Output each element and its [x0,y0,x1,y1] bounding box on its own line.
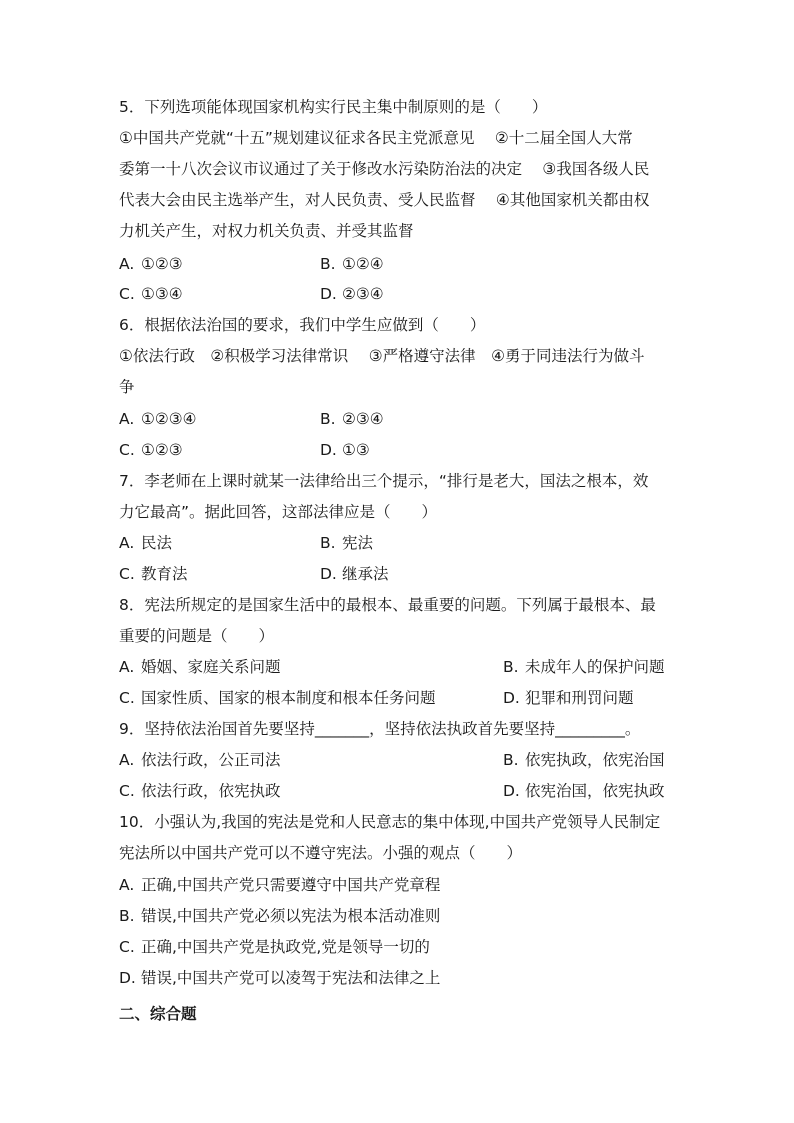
q10-option-c: C. 正确,中国共产党是执政党,党是领导一切的 [119,938,430,956]
q5-line-1: ①中国共产党就“十五”规划建议征求各民主党派意见 ②十二届全国人大常 [119,129,633,147]
q8-line-1: 8．宪法所规定的是国家生活中的最根本、最重要的问题。下列属于最根本、最 [119,596,656,614]
q7-option-a: A. 民法 [119,534,173,552]
q8-option-c: C. 国家性质、国家的根本制度和根本任务问题 [119,689,436,707]
q6-line-1: ①依法行政 ②积极学习法律常识 ③严格遵守法律 ④勇于同违法行为做斗 [119,347,645,365]
q9-stem: 9．坚持依法治国首先要坚持_______，坚持依法执政首先要坚持_________。 [119,720,641,738]
q8-option-b: B. 未成年人的保护问题 [503,658,665,676]
q7-option-b: B. 宪法 [320,534,374,552]
q5-line-3: 代表大会由民主选举产生，对人民负责、受人民监督 ④其他国家机关都由权 [119,191,650,209]
q5-option-d: D. ②③④ [320,285,384,303]
q10-line-1: 10．小强认为,我国的宪法是党和人民意志的集中体现,中国共产党领导人民制定 [119,813,661,831]
q5-option-a: A. ①②③ [119,255,183,273]
q9-option-b: B. 依宪执政，依宪治国 [503,751,665,769]
q10-option-b: B. 错误,中国共产党必须以宪法为根本活动准则 [119,907,441,925]
q5-option-b: B. ①②④ [320,255,384,273]
q6-line-2: 争 [119,378,135,396]
q8-line-2: 重要的问题是（ ） [119,627,275,645]
q6-option-b: B. ②③④ [320,410,384,428]
q6-option-a: A. ①②③④ [119,410,197,428]
q6-option-d: D. ①③ [320,441,370,459]
q5-line-4: 力机关产生，对权力机关负责、并受其监督 [119,222,414,240]
q8-option-a: A. 婚姻、家庭关系问题 [119,658,281,676]
q7-line-1: 7．李老师在上课时就某一法律给出三个提示，“排行是老大，国法之根本，效 [119,472,649,490]
q6-option-c: C. ①②③ [119,441,183,459]
q10-option-a: A. 正确,中国共产党只需要遵守中国共产党章程 [119,876,441,894]
section-heading: 二、综合题 [119,1005,197,1023]
q5-line-2: 委第一十八次会议市议通过了关于修改水污染防治法的决定 ③我国各级人民 [119,160,650,178]
q10-line-2: 宪法所以中国共产党可以不遵守宪法。小强的观点（ ） [119,844,523,862]
q9-option-d: D. 依宪治国，依宪执政 [503,782,665,800]
q7-line-2: 力它最高”。据此回答，这部法律应是（ ） [119,503,438,521]
q5-option-c: C. ①③④ [119,285,183,303]
q8-option-d: D. 犯罪和刑罚问题 [503,689,634,707]
q6-stem: 6．根据依法治国的要求，我们中学生应做到（ ） [119,316,486,334]
q7-option-c: C. 教育法 [119,565,188,583]
q9-option-c: C. 依法行政，依宪执政 [119,782,281,800]
q10-option-d: D. 错误,中国共产党可以凌驾于宪法和法律之上 [119,969,441,987]
q7-option-d: D. 继承法 [320,565,389,583]
q5-stem: 5．下列选项能体现国家机构实行民主集中制原则的是（ ） [119,98,548,116]
q9-option-a: A. 依法行政，公正司法 [119,751,281,769]
